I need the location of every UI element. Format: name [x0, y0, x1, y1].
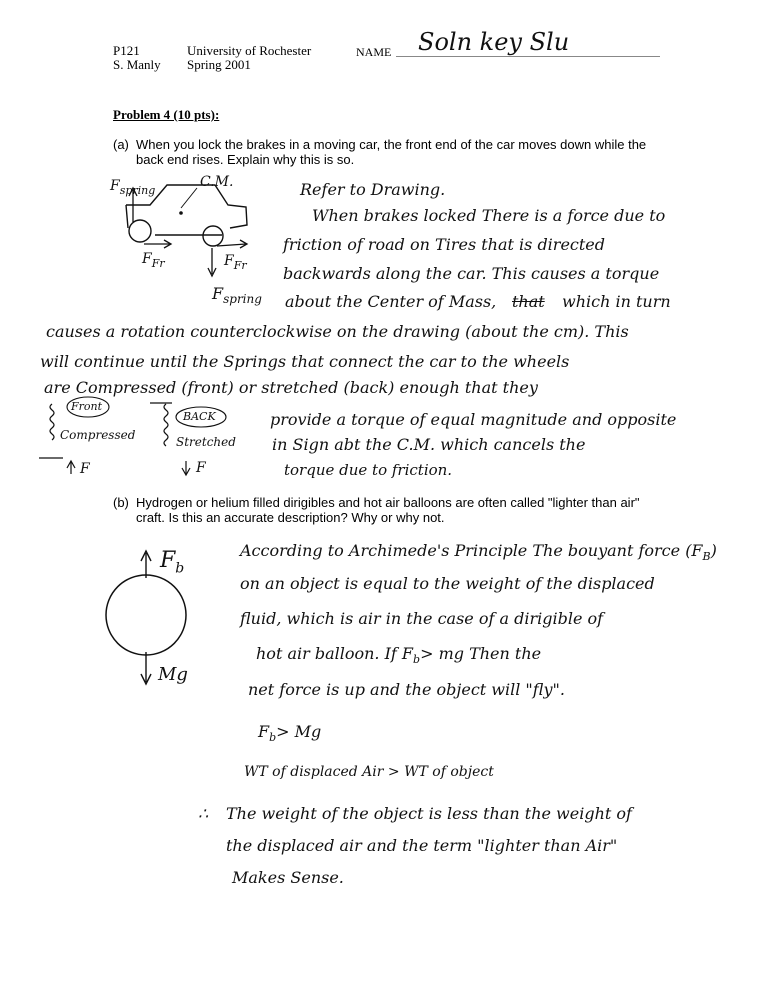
instructor-name: S. Manly [113, 57, 161, 72]
answer-a-line-11: torque due to friction. [284, 461, 453, 479]
answer-a-line-5: about the Center of Mass, [285, 292, 497, 311]
label-f-fr-right: $F_{Fr}$ [224, 253, 247, 272]
answer-a-line-9: provide a torque of equal magnitude and opposite [270, 410, 677, 429]
answer-b-line-7: WT of displaced Air > WT of object [244, 764, 494, 780]
cm-pointer [181, 188, 197, 208]
answer-b-line-8: The weight of the object is less than the weight of [226, 804, 632, 823]
answer-b-line-2: on an object is equal to the weight of the displaced [240, 574, 655, 593]
label-fb: $F_b$ [160, 548, 185, 577]
answer-a-line-2: When brakes locked There is a force due to [312, 206, 666, 225]
answer-b-line-1: According to Archimede's Principle The bouyant force $(F_B)$ [240, 541, 717, 564]
answer-b-line-6: $F_b> Mg$ [258, 722, 322, 745]
cm-dot [179, 211, 183, 215]
name-handwriting: Soln key Slu [418, 28, 570, 56]
part-b-question-line2: craft. Is this an accurate description? Why or why not. [136, 510, 445, 525]
answer-b-line-4: hot air balloon. If $F_b>$ mg Then the [256, 644, 542, 667]
label-cm: C.M. [200, 174, 234, 190]
part-a-question-line2: back end rises. Explain why this is so. [136, 152, 355, 167]
answer-b-line-5: net force is up and the object will "fly". [248, 680, 565, 699]
label-mg: Mg [158, 664, 188, 685]
label-f-spring-top: $F_{spring}$ [110, 178, 156, 197]
answer-b-line-10: Makes Sense. [232, 868, 344, 887]
part-b-question-line1: Hydrogen or helium filled dirigibles and hot air balloons are often called "lighter than air" [136, 495, 640, 510]
label-f-back: F [196, 460, 206, 476]
label-front: Front [71, 400, 103, 413]
front-spring [50, 404, 54, 440]
label-stretched: Stretched [176, 435, 236, 449]
answer-a-line-7: will continue until the Springs that connect the car to the wheels [40, 352, 570, 371]
answer-a-line-1: Refer to Drawing. [300, 180, 446, 199]
answer-a-struck-word: that [512, 292, 545, 311]
therefore-symbol: ∴ [198, 804, 209, 823]
answer-a-line-5b: which in turn [562, 292, 671, 311]
label-f-fr-left: $F_{Fr}$ [142, 251, 165, 270]
label-f-spring-bottom: $F_{spring}$ [212, 284, 262, 307]
answer-a-line-4: backwards along the car. This causes a torque [283, 264, 660, 283]
balloon-circle [106, 575, 186, 655]
answer-a-line-3: friction of road on Tires that is directed [283, 235, 606, 254]
part-a-question-line1: When you lock the brakes in a moving car, the front end of the car moves down while the [136, 137, 647, 152]
label-compressed: Compressed [60, 428, 136, 442]
university-name: University of Rochester [187, 43, 312, 58]
term: Spring 2001 [187, 57, 251, 72]
answer-b-line-9: the displaced air and the term "lighter than Air" [226, 836, 618, 855]
label-f-front: F [80, 461, 90, 477]
course-number: P121 [113, 43, 140, 58]
answer-b-line-3: fluid, which is air in the case of a dirigible of [240, 609, 604, 628]
answer-a-line-8: are Compressed (front) or stretched (back) enough that they [44, 378, 538, 397]
rear-wheel [203, 226, 223, 246]
name-label: NAME [356, 45, 392, 59]
part-b-label: (b) [113, 495, 129, 510]
problem-title: Problem 4 (10 pts): [113, 107, 220, 122]
front-wheel [129, 220, 151, 242]
friction-arrow-rear [217, 244, 246, 246]
answer-a-line-6: causes a rotation counterclockwise on the drawing (about the cm). This [46, 322, 629, 341]
label-back: BACK [183, 410, 216, 423]
answer-a-line-10: in Sign abt the C.M. which cancels the [272, 435, 586, 454]
part-a-label: (a) [113, 137, 129, 152]
back-spring [164, 404, 168, 446]
